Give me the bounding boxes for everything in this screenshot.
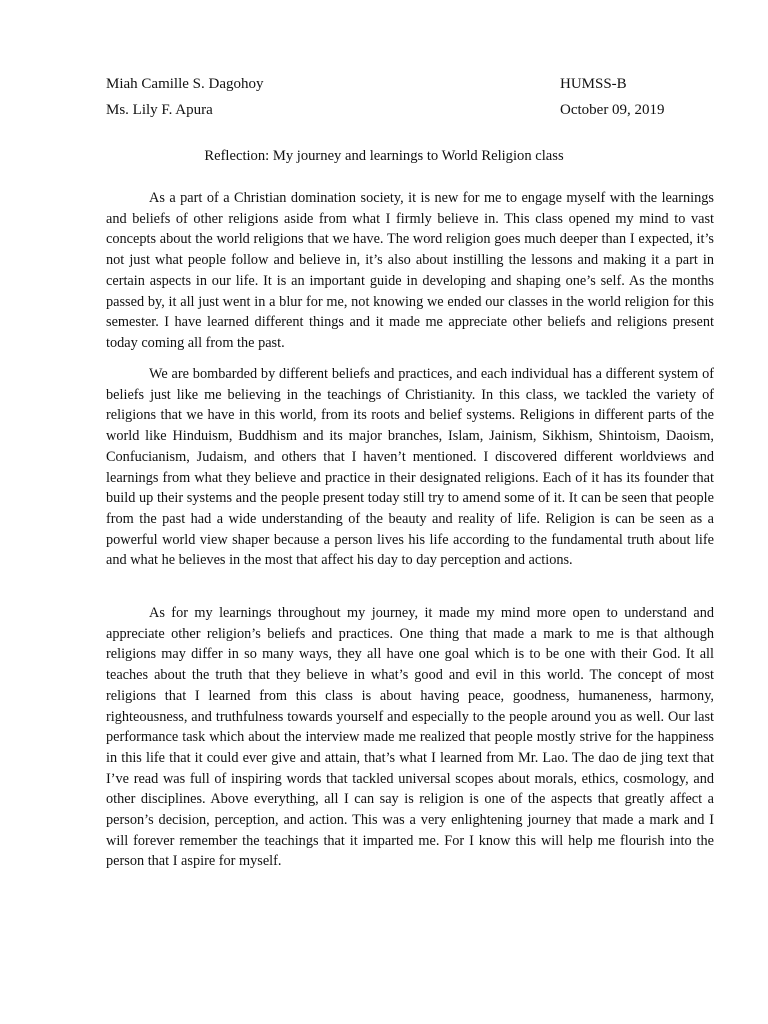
teacher-name: Ms. Lily F. Apura (106, 102, 213, 118)
paragraph-3: As for my learnings throughout my journey, it made my mind more open to understand and appreciate other religion’s beliefs and practices. One thing that made a mark to me is that although religions may differ in so many ways, they all have one goal which is to be one with their God. It all teaches about the truth that they believe in what’s good and evil in this world. The concept of most religions that I learned from this class is about having peace, goodness, humaneness, harmony, righteousness, and truthfulness towards yourself and especially to the people around you as well. Our last performance task which about the interview made me realized that people mostly strive for the happiness in this life that it could ever give and attain, that’s what I learned from Mr. Lao. The dao de jing text that I’ve read was full of inspiring words that tackled universal scopes about morals, ethics, cosmology, and other disciplines. Above everything, all I can say is religion is one of the aspects that greatly affect a person’s decision, perception, and action. This was a very enlightening journey that made a mark and I will forever remember the teachings that it imparted me. For I know this will help me flourish into the person that I aspire for myself. (106, 605, 714, 870)
header-row-2 (106, 100, 670, 120)
header-row-1 (106, 74, 670, 94)
date-label: October 09, 2019 (560, 102, 665, 118)
paragraph-1: As a part of a Christian domination society, it is new for me to engage myself with the learnings and beliefs of other religions aside from what I firmly believe in. This class opened my mind to vast concepts about the world religions that we have. The word religion goes much deeper than I expected, it’s not just what people follow and believe in, it’s also about instilling the lessons and making it a part in certain aspects in our life. It is an important guide in developing and shaping one’s self. As the months passed by, it all just went in a blur for me, not knowing we ended our classes in the world religion for this semester. I have learned different things and it made me appreciate other beliefs and religions present today coming all from the past. (106, 190, 714, 351)
student-name: Miah Camille S. Dagohoy (106, 76, 264, 92)
section-label: HUMSS-B (560, 76, 627, 92)
paragraph-2: We are bombarded by different beliefs and practices, and each individual has a different system of beliefs just like me believing in the teachings of Christianity. In this class, we tackled the variety of religions that we have in this world, from its roots and belief systems. Religions in different parts of the world like Hinduism, Buddhism and its major branches, Islam, Jainism, Sikhism, Shintoism, Daoism, Confucianism, Judaism, and others that I haven’t mentioned. I discovered different worldviews and learnings from what they believe and practice in their designated religions. Each of it has its founder that build up their systems and the people present today still try to amend some of it. It can be seen that people from the past had a wide understanding of the beauty and reality of life. Religion is can be seen as a powerful world view shaper because a person lives his life according to the fundamental truth about life and what he believes in the most that affect his day to day perception and actions. (106, 366, 714, 569)
document-title: Reflection: My journey and learnings to World Religion class (204, 148, 564, 164)
